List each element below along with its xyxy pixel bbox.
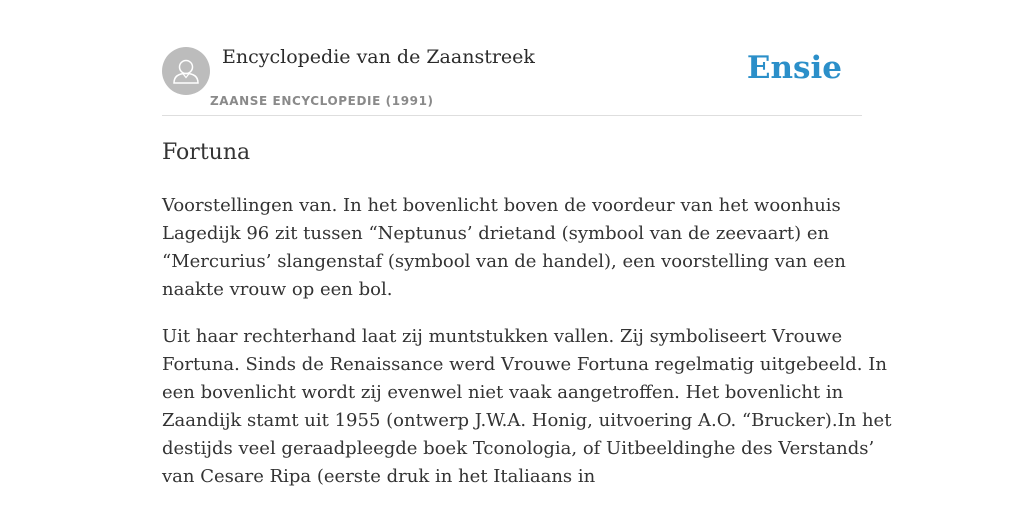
source-subtitle[interactable]: ZAANSE ENCYCLOPEDIE (1991)	[210, 94, 434, 108]
text-line: van Cesare Ripa (eerste druk in het Italiaans in	[162, 466, 596, 487]
text-line: Voorstellingen van. In het bovenlicht boven de voordeur van het woonhuis	[162, 195, 841, 216]
text-line: Uit haar rechterhand laat zij muntstukken vallen. Zij symboliseert Vrouwe	[162, 326, 843, 347]
text-line: Lagedijk 96 zit tussen “Neptunus’ drietand (symbool van de zeevaart) en	[162, 223, 830, 244]
text-line: naakte vrouw op een bol.	[162, 279, 393, 300]
text-line: “Mercurius’ slangenstaf (symbool van de handel), een voorstelling van een	[162, 251, 846, 272]
user-icon	[162, 47, 210, 95]
article-paragraph	[162, 192, 862, 304]
source-title[interactable]: Encyclopedie van de Zaanstreek	[222, 46, 535, 68]
text-line: Fortuna. Sinds de Renaissance werd Vrouwe Fortuna regelmatig uitgebeeld. In	[162, 354, 887, 375]
article-body	[162, 192, 892, 510]
article-title: Fortuna	[162, 140, 251, 165]
text-line: destijds veel geraadpleegde boek Tconologia, of Uitbeeldinghe des Verstands’	[162, 438, 875, 459]
article-paragraph	[162, 323, 892, 491]
header-divider	[162, 115, 862, 116]
brand-logo[interactable]: Ensie	[746, 50, 842, 86]
text-line: Zaandijk stamt uit 1955 (ontwerp J.W.A. Honig, uitvoering A.O. “Brucker).In het	[162, 410, 892, 431]
avatar[interactable]	[162, 47, 210, 95]
text-line: een bovenlicht wordt zij evenwel niet vaak aangetroffen. Het bovenlicht in	[162, 382, 844, 403]
